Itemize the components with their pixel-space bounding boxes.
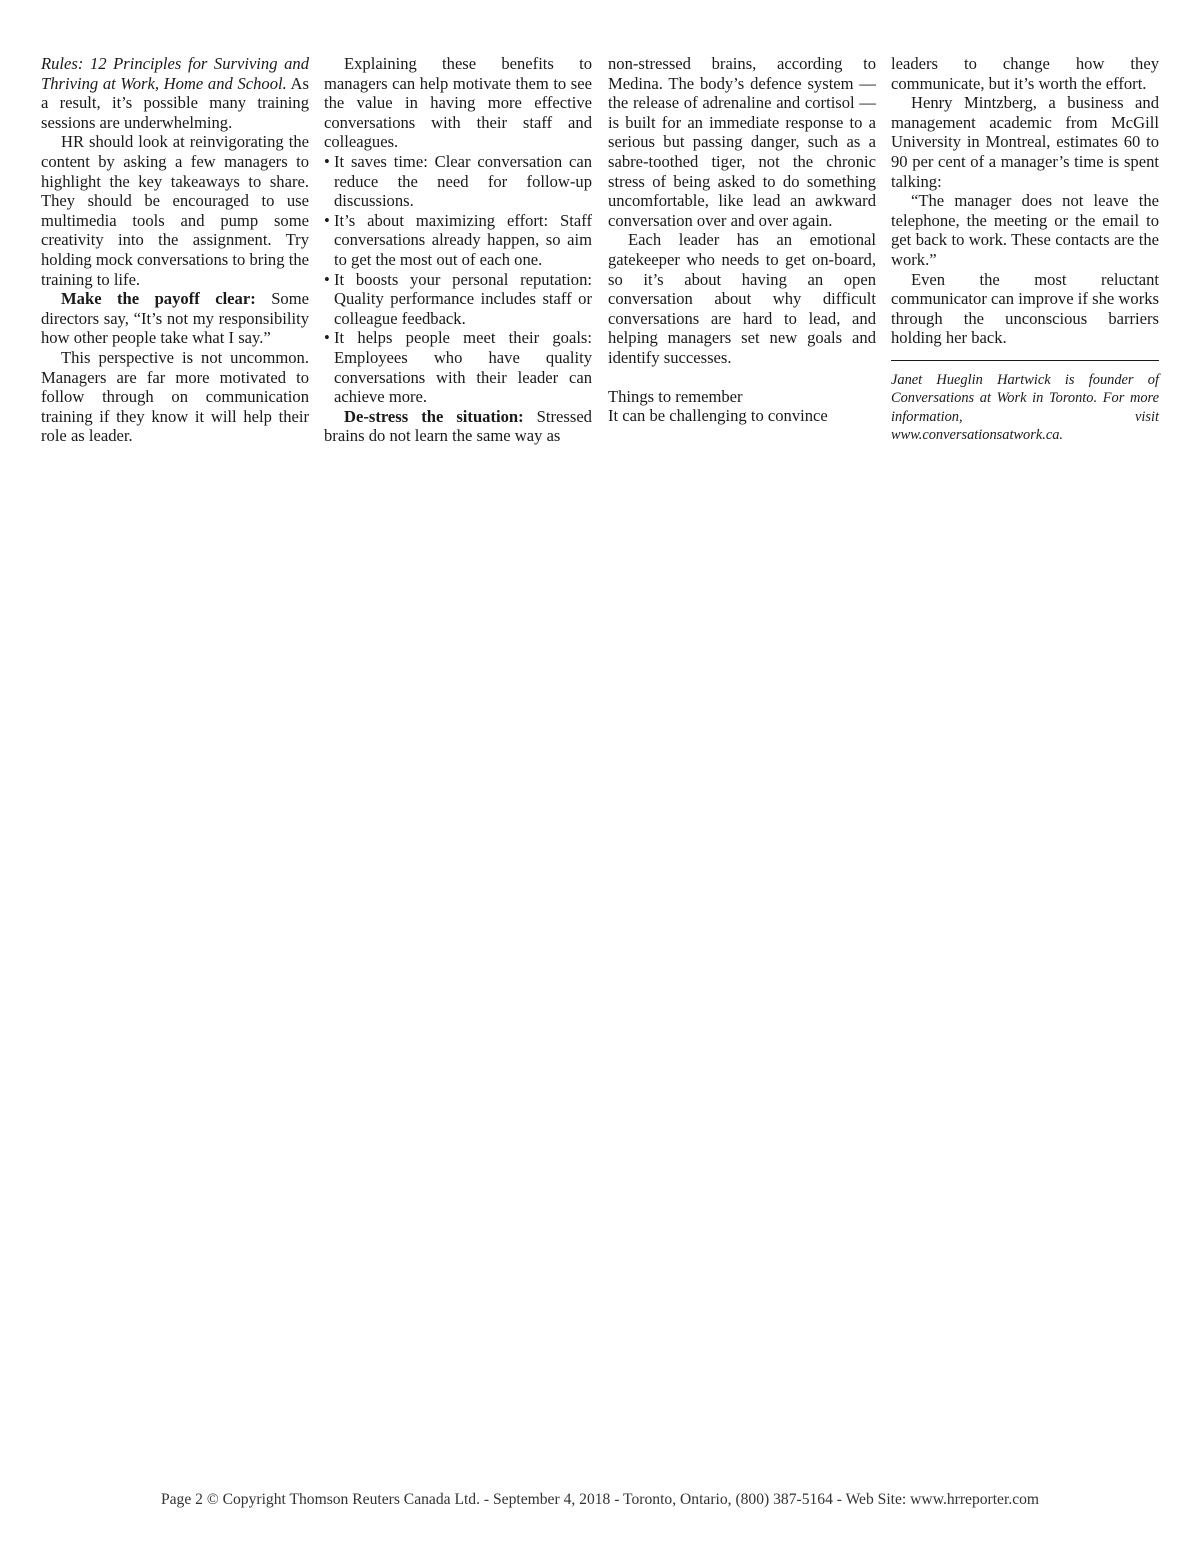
list-item-text: It helps people meet their goals: Employees who have quality conversations with their leader can achieve more. [334, 328, 592, 407]
benefits-list [324, 152, 592, 407]
section-subhead: Things to remember [608, 386, 743, 406]
paragraph-text: Stressed brains do not learn the same way as [324, 406, 592, 446]
paragraph: leaders to change how they communicate, but it’s worth the effort. [891, 54, 1159, 93]
article-column-1 [41, 54, 309, 446]
divider [891, 360, 1159, 361]
list-item-text: It boosts your personal reputation: Quality performance includes staff or colleague feedback. [334, 269, 592, 328]
bullet-icon: • [324, 269, 330, 289]
list-item [324, 328, 592, 406]
paragraph: “The manager does not leave the telephone, the meeting or the email to get back to work. These contacts are the work.” [891, 191, 1159, 269]
page-footer: Page 2 © Copyright Thomson Reuters Canada Ltd. - September 4, 2018 - Toronto, Ontario, (800) 387-5164 - Web Site: www.hrreporter.com [160, 1491, 1040, 1508]
paragraph [41, 54, 309, 132]
author-bio: Janet Hueglin Hartwick is founder of Conversations at Work in Toronto. For more information, visit www.conversationsatwork.ca. [891, 371, 1159, 444]
bullet-icon: • [324, 328, 330, 348]
article-column-3 [608, 54, 876, 426]
bullet-icon: • [324, 151, 330, 171]
paragraph: Even the most reluctant communicator can improve if she works through the unconscious barriers holding her back. [891, 269, 1159, 348]
paragraph-text: Some directors say, “It’s not my responsibility how other people take what I say.” [41, 289, 309, 348]
article-column-2 [324, 54, 592, 446]
paragraph: It can be challenging to convince [608, 406, 828, 426]
bullet-icon: • [324, 210, 330, 230]
paragraph [324, 407, 592, 446]
list-item-text: It saves time: Clear conversation can reduce the need for follow-up discussions. [334, 151, 592, 211]
list-item-text: It’s about maximizing effort: Staff conversations already happen, so aim to get the most out of each one. [334, 210, 592, 269]
paragraph: Henry Mintzberg, a business and management academic from McGill University in Montreal, estimates 60 to 90 per cent of a manager’s time is spent talking: [891, 93, 1159, 191]
paragraph-text: As a result, it’s possible many training sessions are underwhelming. [41, 73, 309, 132]
paragraph: Each leader has an emotional gatekeeper who needs to get on-board, so it’s about having an open conversation about why difficult conversations are hard to lead, and helping managers set new goals and identify successes. [608, 230, 876, 367]
paragraph: non-stressed brains, according to Medina. The body’s defence system — the release of adrenaline and cortisol — is built for an immediate response to a serious but passing danger, such as a sabre-toothed tiger, not the chronic stress of being asked to do something uncomfortable, like lead an awkward conversation over and over again. [608, 54, 876, 230]
paragraph: This perspective is not uncommon. Managers are far more motivated to follow through on communication training if they know it will help their role as leader. [41, 347, 309, 446]
paragraph: HR should look at reinvigorating the content by asking a few managers to highlight the key takeaways to share. They should be encouraged to use multimedia tools and pump some creativity into the assignment. Try holding mock conversations to bring the training to life. [41, 132, 309, 289]
paragraph: Explaining these benefits to managers can help motivate them to see the value in having more effective conversations with their staff and colleagues. [324, 54, 592, 152]
list-item [324, 152, 592, 211]
inline-heading: De-stress the situation: [344, 406, 524, 426]
paragraph [41, 289, 309, 348]
book-title: Rules: 12 Principles for Surviving and Thriving at Work, Home and School. [41, 54, 309, 93]
list-item [324, 211, 592, 270]
list-item [324, 270, 592, 329]
article-column-4 [891, 54, 1159, 445]
inline-heading: Make the payoff clear: [61, 289, 256, 309]
